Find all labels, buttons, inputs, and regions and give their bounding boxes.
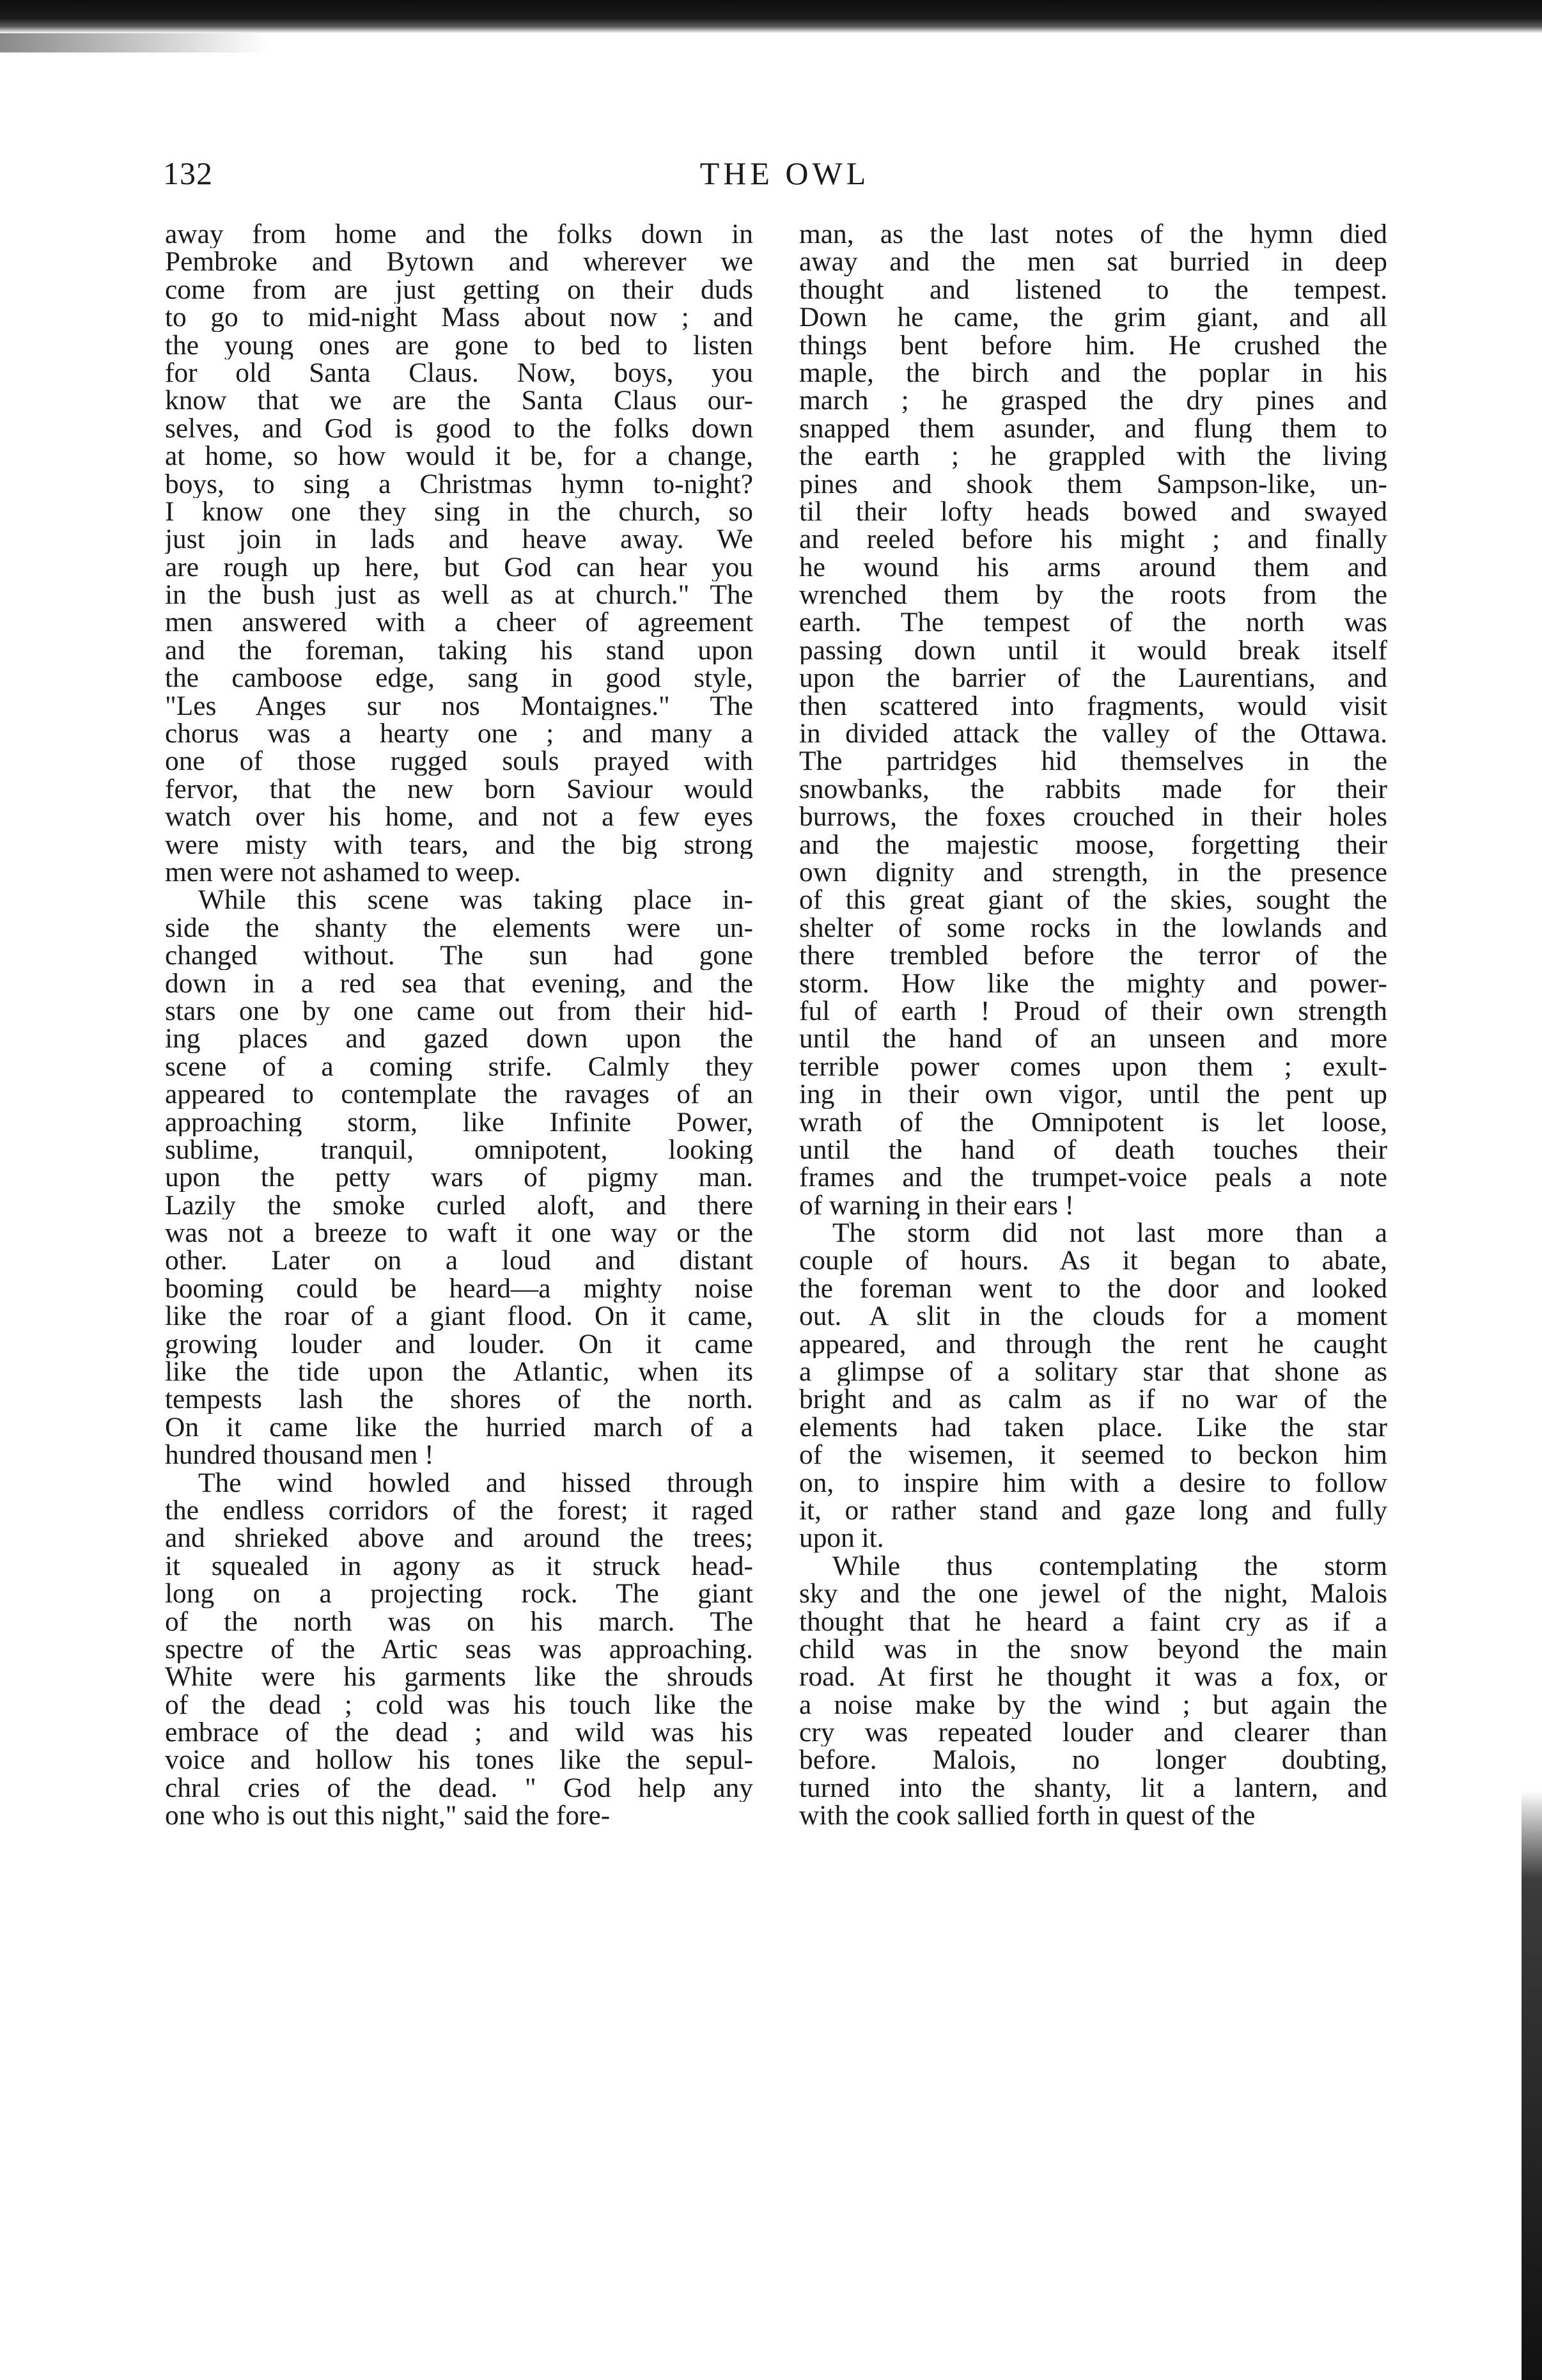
text-line: child was in the snow beyond the main bbox=[799, 1635, 1387, 1664]
text-line: scene of a coming strife. Calmly they bbox=[165, 1053, 753, 1081]
text-line: approaching storm, like Infinite Power, bbox=[165, 1108, 753, 1136]
text-line: come from are just getting on their duds bbox=[165, 276, 753, 304]
text-line: burrows, the foxes crouched in their holes bbox=[799, 803, 1387, 831]
text-line: men answered with a cheer of agreement bbox=[165, 609, 753, 637]
text-line: The partridges hid themselves in the bbox=[799, 748, 1387, 776]
text-line: and reeled before his might ; and finally bbox=[799, 526, 1387, 554]
scan-edge-right bbox=[1522, 1790, 1542, 2380]
text-line: sky and the one jewel of the night, Malois bbox=[799, 1580, 1387, 1608]
text-line: were misty with tears, and the big strong bbox=[165, 831, 753, 859]
text-line: before. Malois, no longer doubting, bbox=[799, 1746, 1387, 1774]
text-line: of this great giant of the skies, sought the bbox=[799, 886, 1387, 914]
text-line: just join in lads and heave away. We bbox=[165, 526, 753, 554]
text-line: changed without. The sun had gone bbox=[165, 942, 753, 970]
text-line: chorus was a hearty one ; and many a bbox=[165, 720, 753, 748]
text-line: on, to inspire him with a desire to follow bbox=[799, 1469, 1387, 1497]
text-line: While thus contemplating the storm bbox=[832, 1552, 1387, 1581]
text-line: at home, so how would it be, for a change, bbox=[165, 442, 753, 471]
text-line: the earth ; he grappled with the living bbox=[799, 442, 1387, 471]
text-line: While this scene was taking place in- bbox=[198, 886, 753, 914]
text-line: until the hand of death touches their bbox=[799, 1136, 1387, 1164]
text-line: stars one by one came out from their hid- bbox=[165, 997, 753, 1026]
text-line: ing in their own vigor, until the pent up bbox=[799, 1081, 1387, 1109]
text-line: until the hand of an unseen and more bbox=[799, 1025, 1387, 1053]
text-line: the camboose edge, sang in good style, bbox=[165, 664, 753, 693]
text-line: embrace of the dead ; and wild was his bbox=[165, 1719, 753, 1747]
text-line: then scattered into fragments, would visit bbox=[799, 692, 1387, 721]
text-line: watch over his home, and not a few eyes bbox=[165, 803, 753, 831]
text-line: away and the men sat burried in deep bbox=[799, 248, 1387, 276]
text-line: earth. The tempest of the north was bbox=[799, 609, 1387, 637]
text-line: ing places and gazed down upon the bbox=[165, 1025, 753, 1053]
text-line: of the wisemen, it seemed to beckon him bbox=[799, 1441, 1387, 1469]
text-line: upon it. bbox=[799, 1524, 884, 1553]
text-line: The storm did not last more than a bbox=[832, 1219, 1387, 1248]
text-line: til their lofty heads bowed and swayed bbox=[799, 497, 1387, 526]
text-line: are rough up here, but God can hear you bbox=[165, 553, 753, 582]
text-line: out. A slit in the clouds for a moment bbox=[799, 1303, 1387, 1331]
text-line: one who is out this night," said the fore- bbox=[165, 1802, 611, 1830]
text-line: fervor, that the new born Saviour would bbox=[165, 775, 753, 804]
text-line: thought and listened to the tempest. bbox=[799, 276, 1387, 304]
text-line: elements had taken place. Like the star bbox=[799, 1413, 1387, 1442]
scan-edge-top-shadow bbox=[0, 33, 269, 52]
text-line: of the north was on his march. The bbox=[165, 1608, 753, 1636]
text-line: bright and as calm as if no war of the bbox=[799, 1386, 1387, 1414]
text-line: Pembroke and Bytown and wherever we bbox=[165, 248, 753, 276]
text-line: a noise make by the wind ; but again the bbox=[799, 1691, 1387, 1719]
text-line: down in a red sea that evening, and the bbox=[165, 969, 753, 998]
text-line: and the foreman, taking his stand upon bbox=[165, 636, 753, 665]
text-line: things bent before him. He crushed the bbox=[799, 331, 1387, 359]
text-line: turned into the shanty, lit a lantern, and bbox=[799, 1774, 1387, 1803]
text-line: other. Later on a loud and distant bbox=[165, 1247, 753, 1275]
text-line: a glimpse of a solitary star that shone as bbox=[799, 1358, 1387, 1386]
text-line: snowbanks, the rabbits made for their bbox=[799, 775, 1387, 804]
text-line: march ; he grasped the dry pines and bbox=[799, 387, 1387, 415]
text-line: boys, to sing a Christmas hymn to-night? bbox=[165, 470, 753, 498]
text-line: know that we are the Santa Claus our- bbox=[165, 387, 753, 415]
text-line: one of those rugged souls prayed with bbox=[165, 748, 753, 776]
left-column bbox=[165, 221, 753, 1830]
text-line: like the tide upon the Atlantic, when its bbox=[165, 1358, 753, 1386]
text-line: voice and hollow his tones like the sepul- bbox=[165, 1746, 753, 1774]
text-line: spectre of the Artic seas was approaching. bbox=[165, 1635, 753, 1664]
text-line: On it came like the hurried march of a bbox=[165, 1413, 753, 1442]
text-line: booming could be heard—a mighty noise bbox=[165, 1274, 753, 1303]
text-line: appeared, and through the rent he caught bbox=[799, 1330, 1387, 1359]
text-line: selves, and God is good to the folks down bbox=[165, 414, 753, 443]
text-line: the young ones are gone to bed to listen bbox=[165, 331, 753, 359]
text-line: thought that he heard a faint cry as if a bbox=[799, 1608, 1387, 1636]
text-line: terrible power comes upon them ; exult- bbox=[799, 1053, 1387, 1081]
text-line: it squealed in agony as it struck head- bbox=[165, 1552, 753, 1581]
text-line: it, or rather stand and gaze long and fully bbox=[799, 1496, 1387, 1525]
text-line: passing down until it would break itself bbox=[799, 636, 1387, 665]
text-line: men were not ashamed to weep. bbox=[165, 858, 521, 887]
text-line: in the bush just as well as at church." The bbox=[165, 581, 753, 609]
text-line: I know one they sing in the church, so bbox=[165, 497, 753, 526]
right-column bbox=[799, 221, 1387, 1830]
text-line: road. At first he thought it was a fox, or bbox=[799, 1663, 1387, 1691]
text-line: growing louder and louder. On it came bbox=[165, 1330, 753, 1359]
text-line: side the shanty the elements were un- bbox=[165, 914, 753, 943]
text-line: man, as the last notes of the hymn died bbox=[799, 221, 1387, 249]
running-title: THE OWL bbox=[699, 155, 870, 191]
text-line: and the majestic moose, forgetting their bbox=[799, 831, 1387, 859]
text-line: shelter of some rocks in the lowlands and bbox=[799, 914, 1387, 943]
text-line: with the cook sallied forth in quest of the bbox=[799, 1802, 1256, 1830]
text-line: tempests lash the shores of the north. bbox=[165, 1386, 753, 1414]
text-line: in divided attack the valley of the Ottawa. bbox=[799, 720, 1387, 748]
text-line: cry was repeated louder and clearer than bbox=[799, 1719, 1387, 1747]
page-header bbox=[163, 151, 1406, 196]
text-line: frames and the trumpet-voice peals a note bbox=[799, 1164, 1387, 1192]
text-line: of the dead ; cold was his touch like the bbox=[165, 1691, 753, 1719]
text-line: long on a projecting rock. The giant bbox=[165, 1580, 753, 1608]
text-line: away from home and the folks down in bbox=[165, 221, 753, 249]
text-line: the endless corridors of the forest; it raged bbox=[165, 1496, 753, 1525]
text-line: pines and shook them Sampson-like, un- bbox=[799, 470, 1387, 498]
text-line: for old Santa Claus. Now, boys, you bbox=[165, 359, 753, 388]
text-line: "Les Anges sur nos Montaignes." The bbox=[165, 692, 753, 721]
text-line: upon the petty wars of pigmy man. bbox=[165, 1164, 753, 1192]
text-line: the foreman went to the door and looked bbox=[799, 1274, 1387, 1303]
text-line: like the roar of a giant flood. On it came, bbox=[165, 1303, 753, 1331]
text-line: White were his garments like the shrouds bbox=[165, 1663, 753, 1691]
text-line: ful of earth ! Proud of their own strength bbox=[799, 997, 1387, 1026]
text-line: sublime, tranquil, omnipotent, looking bbox=[165, 1136, 753, 1164]
text-line: to go to mid-night Mass about now ; and bbox=[165, 304, 753, 332]
text-line: appeared to contemplate the ravages of an bbox=[165, 1081, 753, 1109]
page-number: 132 bbox=[163, 155, 213, 191]
text-line: was not a breeze to waft it one way or the bbox=[165, 1219, 753, 1248]
text-line: Down he came, the grim giant, and all bbox=[799, 304, 1387, 332]
text-line: of warning in their ears ! bbox=[799, 1191, 1075, 1220]
text-line: wrath of the Omnipotent is let loose, bbox=[799, 1108, 1387, 1136]
text-line: hundred thousand men ! bbox=[165, 1441, 434, 1469]
text-line: maple, the birch and the poplar in his bbox=[799, 359, 1387, 388]
text-line: and shrieked above and around the trees; bbox=[165, 1524, 753, 1553]
text-line: wrenched them by the roots from the bbox=[799, 581, 1387, 609]
text-line: own dignity and strength, in the presence bbox=[799, 858, 1387, 887]
text-line: chral cries of the dead. " God help any bbox=[165, 1774, 753, 1803]
text-line: snapped them asunder, and flung them to bbox=[799, 414, 1387, 443]
text-line: couple of hours. As it began to abate, bbox=[799, 1247, 1387, 1275]
text-line: The wind howled and hissed through bbox=[198, 1469, 753, 1497]
text-line: there trembled before the terror of the bbox=[799, 942, 1387, 970]
text-line: he wound his arms around them and bbox=[799, 553, 1387, 582]
scan-edge-top bbox=[0, 0, 1542, 33]
text-line: upon the barrier of the Laurentians, and bbox=[799, 664, 1387, 693]
text-line: Lazily the smoke curled aloft, and there bbox=[165, 1191, 753, 1220]
text-line: storm. How like the mighty and power- bbox=[799, 969, 1387, 998]
